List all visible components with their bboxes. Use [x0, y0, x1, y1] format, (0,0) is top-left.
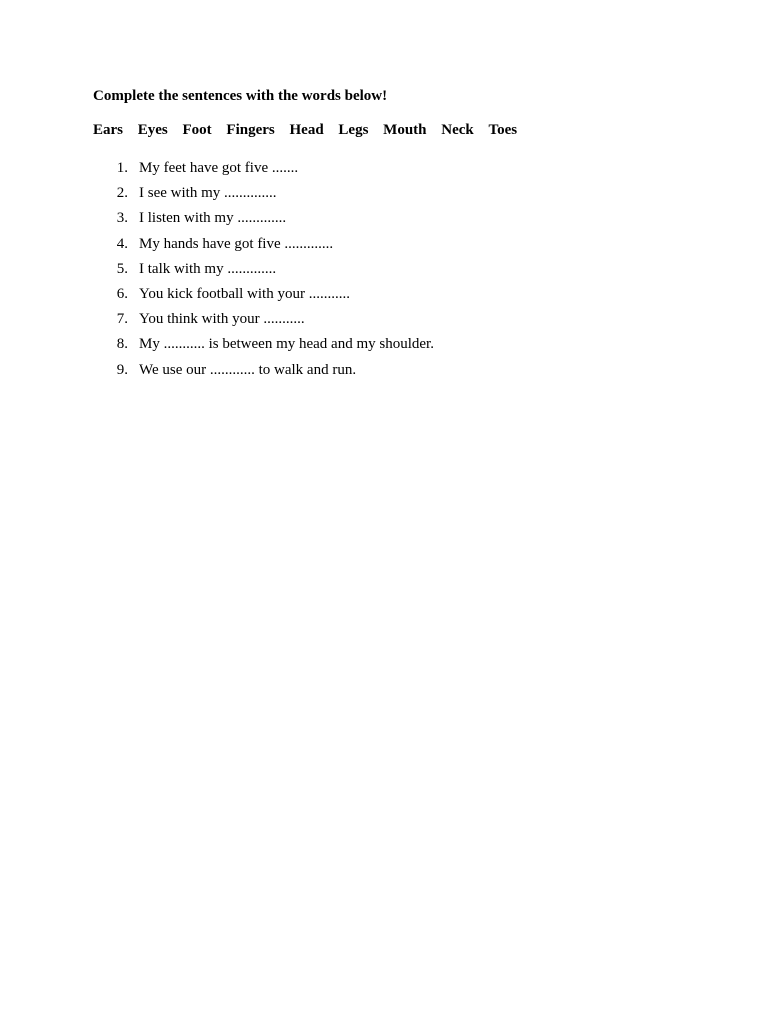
exercise-number: 8.: [116, 336, 128, 353]
word-bank-item: Foot: [182, 122, 212, 138]
word-bank-item: Toes: [488, 122, 518, 138]
exercise-sentence: You kick football with your ...........: [139, 285, 350, 302]
exercise-number: 6.: [116, 285, 128, 302]
word-bank-item: Fingers: [226, 122, 275, 138]
exercise-item: [93, 282, 350, 307]
exercise-sentence: I listen with my .............: [139, 210, 287, 227]
exercise-number: 2.: [116, 185, 128, 202]
exercise-sentence: My ........... is between my head and my shoulder.: [139, 336, 434, 353]
exercise-sentence: My hands have got five .............: [139, 235, 334, 252]
exercise-number: 4.: [116, 235, 128, 252]
exercise-sentence: My feet have got five .......: [139, 160, 299, 176]
word-bank-item: Ears: [93, 122, 123, 138]
word-bank-item: Mouth: [383, 122, 427, 138]
word-bank-item: Eyes: [137, 122, 168, 138]
word-bank-item: Legs: [338, 122, 369, 138]
exercise-sentence: I talk with my .............: [139, 260, 277, 277]
exercise-sentence: You think with your ...........: [139, 311, 305, 328]
exercise-sentence: We use our ............ to walk and run.: [139, 361, 357, 378]
exercise-number: 9.: [116, 361, 128, 378]
exercise-item: [93, 181, 277, 206]
word-bank-item: Head: [289, 122, 324, 138]
exercise-item: [93, 156, 299, 181]
exercise-item: [93, 332, 434, 357]
exercise-item: [93, 257, 277, 282]
exercise-item: [93, 358, 357, 383]
exercise-number: 1.: [116, 160, 128, 176]
exercise-sentence: I see with my ..............: [139, 185, 277, 202]
instruction-heading: Complete the sentences with the words below!: [93, 88, 388, 104]
exercise-item: [93, 307, 305, 332]
word-bank: [93, 121, 517, 139]
exercise-number: 7.: [116, 311, 128, 328]
exercise-item: [93, 232, 334, 257]
exercise-item: [93, 206, 287, 231]
exercise-number: 5.: [116, 260, 128, 277]
exercise-number: 3.: [116, 210, 128, 227]
word-bank-item: Neck: [441, 122, 474, 138]
exercise-list: [93, 156, 434, 383]
